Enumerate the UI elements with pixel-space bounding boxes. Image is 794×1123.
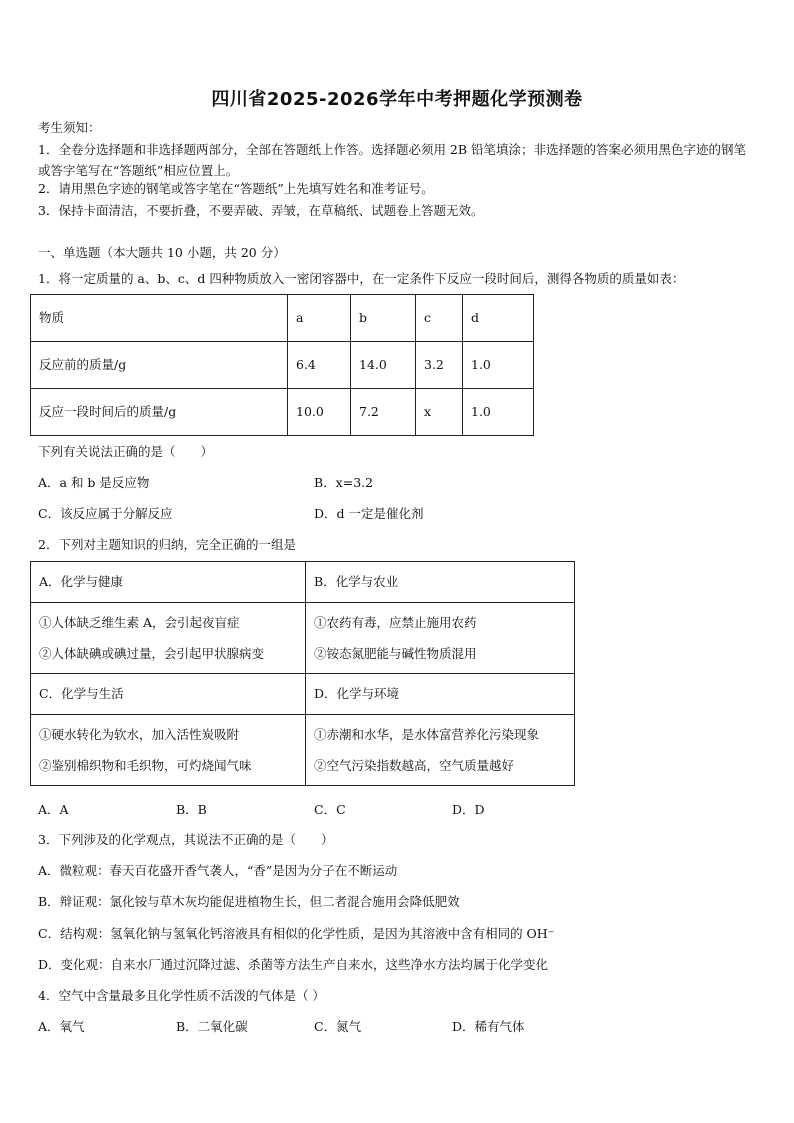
q2-table <box>30 561 575 786</box>
table-cell: 1.0 <box>463 389 534 436</box>
q1-stem: 1．将一定质量的 a、b、c、d 四种物质放入一密闭容器中，在一定条件下反应一段时间后，测得各物质的质量如表： <box>38 271 685 286</box>
cell-d-content <box>306 715 575 786</box>
q4-option-a[interactable]: A．氧气 <box>38 1019 85 1034</box>
table-cell: x <box>416 389 463 436</box>
q3-option-d[interactable]: D．变化观：自来水厂通过沉降过滤、杀菌等方法生产自来水，这些净水方法均属于化学变化 <box>38 957 549 972</box>
q1-option-d[interactable]: D．d 一定是催化剂 <box>314 506 424 521</box>
cell-c-content <box>31 715 306 786</box>
cell-a-title: A．化学与健康 <box>31 562 306 603</box>
notice-item-1: 1．全卷分选择题和非选择题两部分，全部在答题纸上作答。选择题必须用 2B 铅笔填涂；非选择题的答案必须用黑色字迹的钢笔或答字笔写在“答题纸”相应位置上。 <box>38 142 747 178</box>
notice-heading: 考生须知： <box>38 120 101 135</box>
cell-b-line-1: ①农药有毒，应禁止施用农药 <box>314 615 477 630</box>
table-cell: c <box>416 295 463 342</box>
q4-option-b[interactable]: B．二氧化碳 <box>176 1019 248 1034</box>
cell-a-content <box>31 603 306 674</box>
table-cell: a <box>288 295 351 342</box>
table-cell: 14.0 <box>351 342 416 389</box>
q1-prompt: 下列有关说法正确的是（ ） <box>38 444 214 459</box>
table-row <box>31 295 534 342</box>
cell-b-line-2: ②铵态氮肥能与碱性物质混用 <box>314 646 477 661</box>
table-cell: 6.4 <box>288 342 351 389</box>
notice-item-3: 3．保持卡面清洁，不要折叠，不要弄破、弄皱，在草稿纸、试题卷上答题无效。 <box>38 203 484 218</box>
cell-d-line-2: ②空气污染指数越高，空气质量越好 <box>314 758 515 773</box>
notice-item-2: 2．请用黑色字迹的钢笔或答字笔在“答题纸”上先填写姓名和准考证号。 <box>38 181 434 196</box>
table-row <box>31 603 575 674</box>
cell-b-content <box>306 603 575 674</box>
cell-c-line-1: ①硬水转化为软水，加入活性炭吸附 <box>39 727 240 742</box>
table-cell: 反应一段时间后的质量/g <box>31 389 288 436</box>
q2-option-d[interactable]: D．D <box>452 802 485 817</box>
cell-d-line-1: ①赤潮和水华，是水体富营养化污染现象 <box>314 727 540 742</box>
q4-option-c[interactable]: C．氮气 <box>314 1019 362 1034</box>
table-row <box>31 715 575 786</box>
cell-d-title: D．化学与环境 <box>306 674 575 715</box>
exam-title: 四川省2025-2026学年中考押题化学预测卷 <box>211 89 583 110</box>
q3-stem: 3．下列涉及的化学观点，其说法不正确的是（ ） <box>38 832 334 847</box>
table-cell: 10.0 <box>288 389 351 436</box>
table-cell: b <box>351 295 416 342</box>
q2-option-c[interactable]: C．C <box>314 802 346 817</box>
cell-c-line-2: ②鉴别棉织物和毛织物，可灼烧闻气味 <box>39 758 252 773</box>
table-cell: 1.0 <box>463 342 534 389</box>
q4-option-d[interactable]: D．稀有气体 <box>452 1019 525 1034</box>
q2-stem: 2．下列对主题知识的归纳，完全正确的一组是 <box>38 537 296 552</box>
q4-stem: 4．空气中含量最多且化学性质不活泼的气体是（ ） <box>38 988 325 1003</box>
table-cell: 7.2 <box>351 389 416 436</box>
table-cell: d <box>463 295 534 342</box>
cell-a-line-2: ②人体缺碘或碘过量，会引起甲状腺病变 <box>39 646 265 661</box>
q1-option-c[interactable]: C．该反应属于分解反应 <box>38 506 173 521</box>
table-cell: 3.2 <box>416 342 463 389</box>
q1-option-a[interactable]: A．a 和 b 是反应物 <box>38 475 150 490</box>
cell-b-title: B．化学与农业 <box>306 562 575 603</box>
table-row <box>31 562 575 603</box>
q1-option-b[interactable]: B．x=3.2 <box>314 475 374 490</box>
cell-a-line-1: ①人体缺乏维生素 A，会引起夜盲症 <box>39 615 240 630</box>
q2-option-a[interactable]: A．A <box>38 802 69 817</box>
table-row <box>31 674 575 715</box>
q3-option-b[interactable]: B．辩证观：氯化铵与草木灰均能促进植物生长，但二者混合施用会降低肥效 <box>38 894 460 909</box>
q1-table <box>30 294 534 436</box>
q2-option-b[interactable]: B．B <box>176 802 207 817</box>
q3-option-c[interactable]: C．结构观：氢氧化钠与氢氧化钙溶液具有相似的化学性质，是因为其溶液中含有相同的 OH⁻ <box>38 926 555 941</box>
table-cell: 反应前的质量/g <box>31 342 288 389</box>
cell-c-title: C．化学与生活 <box>31 674 306 715</box>
q3-option-a[interactable]: A．微粒观：春天百花盛开香气袭人，“香”是因为分子在不断运动 <box>38 863 398 878</box>
table-row <box>31 389 534 436</box>
table-row <box>31 342 534 389</box>
section-heading: 一、单选题（本大题共 10 小题，共 20 分） <box>38 245 286 260</box>
table-cell: 物质 <box>31 295 288 342</box>
